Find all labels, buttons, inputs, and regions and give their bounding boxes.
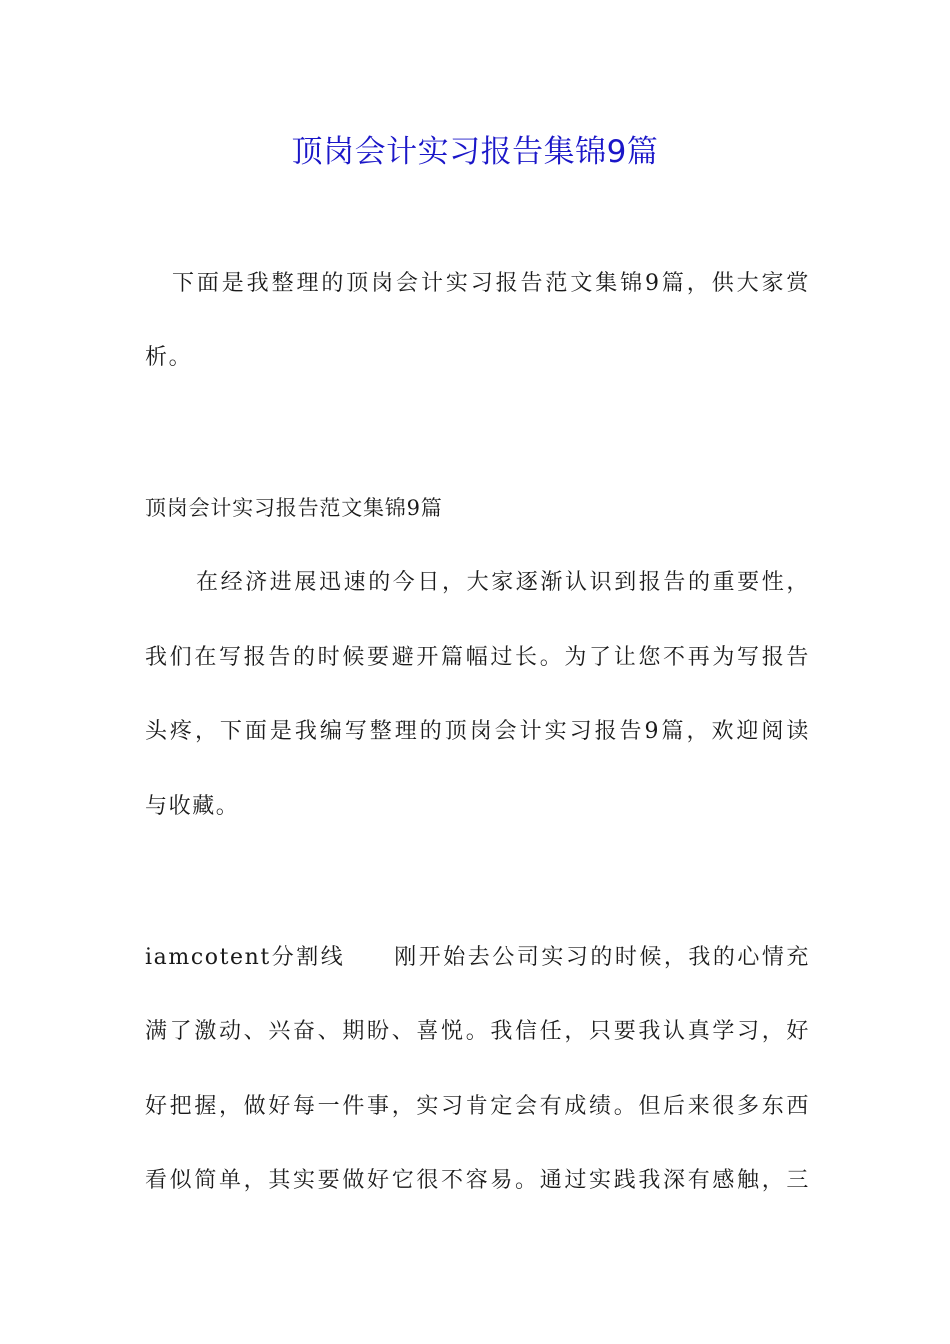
paragraph2-line-1: iamcotent分割线 刚开始去公司实习的时候，我的心情充 bbox=[145, 945, 810, 970]
paragraph1-line-1: 在经济进展迅速的今日，大家逐渐认识到报告的重要性， bbox=[196, 570, 810, 595]
paragraph1-line-2: 我们在写报告的时候要避开篇幅过长。为了让您不再为写报告 bbox=[145, 645, 810, 670]
intro-line-1: 下面是我整理的顶岗会计实习报告范文集锦9篇，供大家赏 bbox=[172, 271, 810, 296]
intro-line-2: 析。 bbox=[145, 345, 193, 370]
paragraph1-line-4: 与收藏。 bbox=[145, 794, 240, 819]
paragraph2-line-4: 看似简单，其实要做好它很不容易。通过实践我深有感触，三 bbox=[145, 1168, 810, 1193]
paragraph2-line-3: 好把握，做好每一件事，实习肯定会有成绩。但后来很多东西 bbox=[145, 1094, 810, 1119]
paragraph2-line-2: 满了激动、兴奋、期盼、喜悦。我信任，只要我认真学习，好 bbox=[145, 1019, 810, 1044]
document-title: 顶岗会计实习报告集锦9篇 bbox=[291, 134, 659, 170]
paragraph1-line-3: 头疼，下面是我编写整理的顶岗会计实习报告9篇，欢迎阅读 bbox=[145, 719, 810, 744]
section-heading: 顶岗会计实习报告范文集锦9篇 bbox=[145, 496, 443, 520]
